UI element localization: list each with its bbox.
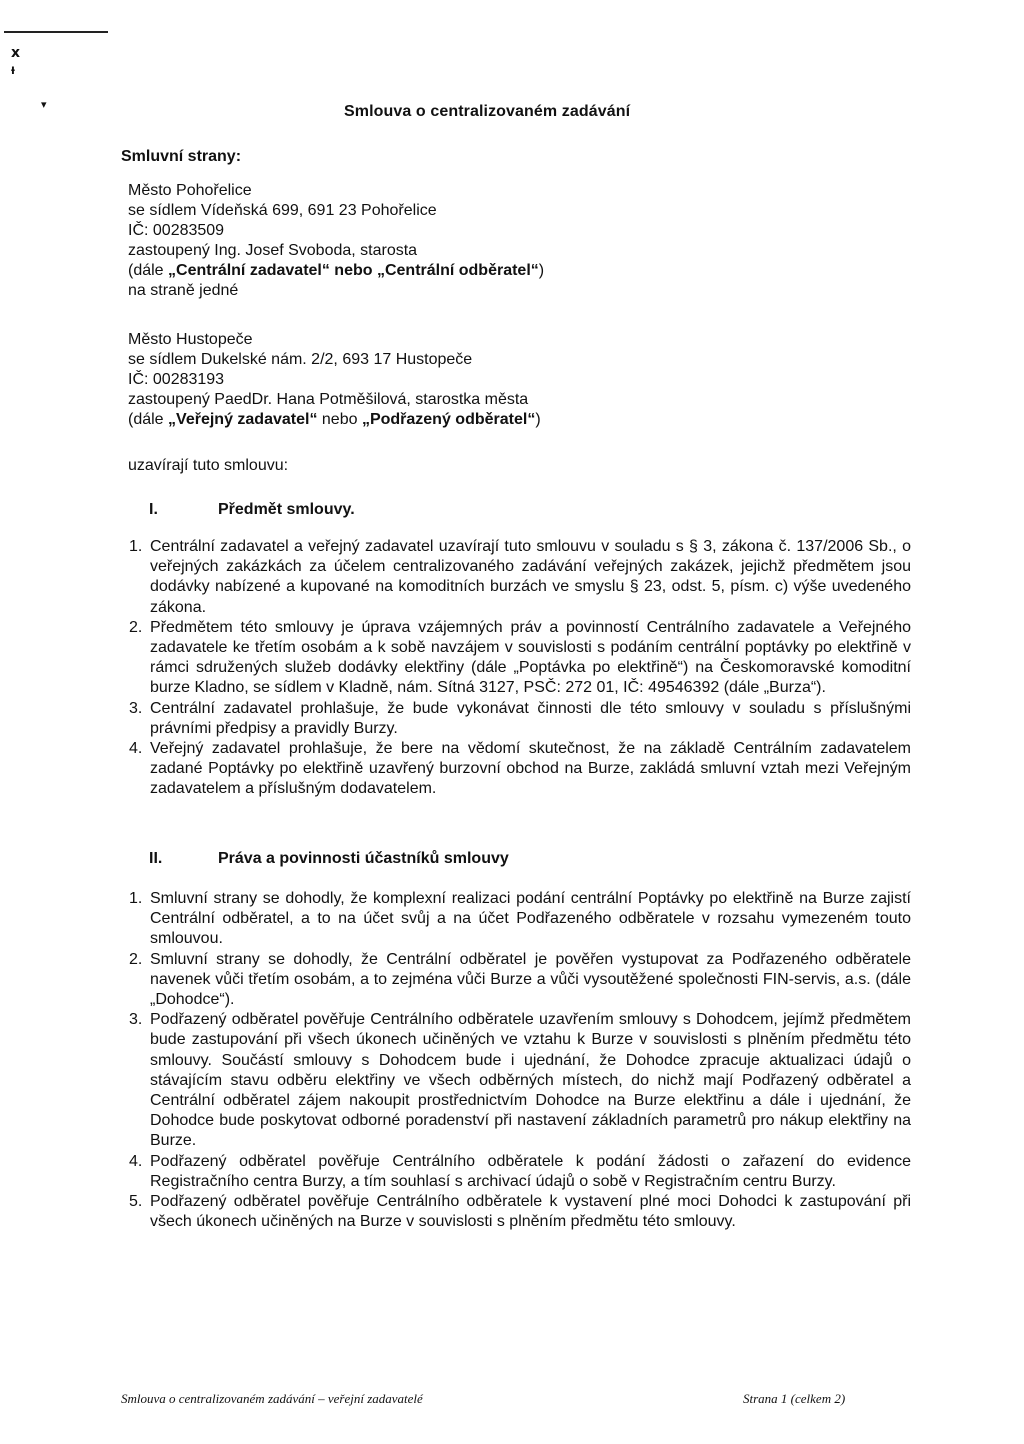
list-item bbox=[129, 889, 911, 950]
scan-artifact-mark: ⅹ bbox=[11, 44, 21, 60]
list-item bbox=[129, 739, 911, 800]
list-item-number: 4. bbox=[129, 1152, 143, 1170]
list-item bbox=[129, 1152, 911, 1192]
section-title: Práva a povinnosti účastníků smlouvy bbox=[218, 850, 509, 867]
list-item-text: Smluvní strany se dohodly, že komplexní realizaci podání centrální Poptávky po elektřině na Burze zajistí Centrální odběratel, a to na účet svůj a na účet Podřazeného odběratele v rozsahu vymezeném touto smlouvou. bbox=[150, 890, 911, 948]
scan-artifact-mark: ᵼ bbox=[11, 61, 15, 77]
party-address: se sídlem Vídeňská 699, 691 23 Pohořelice bbox=[128, 202, 437, 219]
list-item-text: Předmětem této smlouvy je úprava vzájemných práv a povinností Centrálního zadavatele a Veřejného zadavatele ke třetím osobám a k sobě navzájem v souvislosti s podáním centrální poptávky po elektřině v rámci sdružených služeb dodávky elektřiny (dále „Poptávka po elektřině“) na Českomoravské komoditní burze Kladno, se sídlem v Kladně, nám. Sítná 3127, PSČ: 272 01, IČ: 49546392 (dále „Burza“). bbox=[150, 618, 911, 697]
document-title: Smlouva o centralizovaném zadávání bbox=[344, 103, 631, 120]
list-item-text: Centrální zadavatel a veřejný zadavatel uzavírají tuto smlouvu v souladu s § 3, zákona č. 137/2006 Sb., o veřejných zakázkách za účelem centralizovaného zadávání veřejných zakázek, jejichž předmětem jsou dodávky nabízené a kupované na komoditních burzách ve smyslu § 23, odst. 5, písm. c) výše uvedeného zákona. bbox=[150, 538, 911, 616]
party-alias: (dále „Veřejný zadavatel“ nebo „Podřazený odběratel“) bbox=[128, 411, 541, 428]
list-item-text: Smluvní strany se dohodly, že Centrální odběratel je pověřen vystupovat za Podřazeného odběratele navenek vůči třetím osobám, a to zejména vůči Burze a vůči vysoutěžené společnosti FIN-servis, a.s. (dále „Dohodce“). bbox=[150, 950, 911, 1009]
section-number: I. bbox=[149, 501, 158, 518]
list-item-text: Podřazený odběratel pověřuje Centrálního odběratele k podání žádosti o zařazení do evidence Registračního centra Burzy, a tím souhlasí s archivací údajů o sobě v Registračním centru Burzy. bbox=[150, 1152, 911, 1190]
list-item bbox=[129, 537, 911, 618]
party-alias: (dále „Centrální zadavatel“ nebo „Centrální odběratel“) bbox=[128, 262, 545, 279]
list-item bbox=[129, 1192, 911, 1232]
list-item-number: 5. bbox=[129, 1193, 143, 1211]
list-item-text: Veřejný zadavatel prohlašuje, že bere na vědomí skutečnost, že na základě Centrálním zadavatelem zadané Poptávky po elektřině uzavřený burzovní obchod na Burze, zakládá smluvní vztah mezi Veřejným zadavatelem a příslušným dodavatelem. bbox=[150, 740, 911, 798]
list-item-number: 1. bbox=[129, 538, 143, 555]
footer-page-number: Strana 1 (celkem 2) bbox=[743, 1391, 846, 1406]
section-heading-1 bbox=[149, 501, 355, 519]
party-side: na straně jedné bbox=[128, 282, 239, 299]
party-ic: IČ: 00283509 bbox=[128, 222, 225, 239]
list-item-text: Podřazený odběratel pověřuje Centrálního odběratele uzavřením smlouvy s Dohodcem, jejímž předmětem bude zastupování při všech úkonech učiněných ve vztahu k Burze v souvislosti s plněním předmětu této smlouvy. Součástí smlouvy s Dohodcem bude i ujednání, že Dohodce zpracuje aktualizaci údajů o stávajícím stavu odběru elektřiny ve všech odběrných místech, do nichž mají Podřazený odběratel a Centrální odběratel zájem nakoupit prostřednictvím Dohodce na Burze elektřinu a dále i ujednání, že Dohodce bude poskytovat odborné poradenství při nastavení základních parametrů pro nákup elektřiny na Burze. bbox=[150, 1011, 911, 1150]
list-item-number: 4. bbox=[129, 740, 143, 758]
list-item bbox=[129, 618, 911, 699]
party-name: Město Hustopeče bbox=[128, 331, 253, 348]
scan-artifact-line bbox=[4, 31, 108, 33]
party-address: se sídlem Dukelské nám. 2/2, 693 17 Hustopeče bbox=[128, 351, 473, 368]
section-1-list bbox=[129, 537, 911, 800]
list-item bbox=[129, 950, 911, 1011]
list-item-number: 1. bbox=[129, 890, 143, 907]
list-item-number: 2. bbox=[129, 618, 143, 636]
section-number: II. bbox=[149, 850, 163, 867]
scan-artifact-mark: ▾ bbox=[41, 99, 47, 111]
section-heading-2 bbox=[149, 850, 509, 868]
footer-document-name: Smlouva o centralizovaném zadávání – veřejní zadavatelé bbox=[121, 1391, 423, 1406]
list-item-number: 3. bbox=[129, 699, 143, 717]
party-representative: zastoupený PaedDr. Hana Potměšilová, starostka města bbox=[128, 391, 529, 408]
party-name: Město Pohořelice bbox=[128, 182, 252, 199]
list-item-text: Podřazený odběratel pověřuje Centrálního odběratele k vystavení plné moci Dohodci k zastupování při všech úkonech učiněných na Burze v souvislosti s plněním předmětu této smlouvy. bbox=[150, 1193, 911, 1231]
party-block-central bbox=[128, 181, 544, 301]
party-block-public bbox=[128, 330, 541, 430]
list-item-number: 2. bbox=[129, 950, 143, 968]
intro-line: uzavírají tuto smlouvu: bbox=[128, 457, 289, 474]
list-item bbox=[129, 1010, 911, 1151]
list-item bbox=[129, 699, 911, 739]
party-representative: zastoupený Ing. Josef Svoboda, starosta bbox=[128, 242, 418, 259]
party-ic: IČ: 00283193 bbox=[128, 371, 225, 388]
list-item-number: 3. bbox=[129, 1011, 143, 1029]
section-2-list bbox=[129, 889, 911, 1232]
parties-heading: Smluvní strany: bbox=[121, 148, 242, 165]
section-title: Předmět smlouvy. bbox=[218, 501, 355, 518]
list-item-text: Centrální zadavatel prohlašuje, že bude vykonávat činnosti dle této smlouvy v souladu s příslušnými právními předpisy a pravidly Burzy. bbox=[150, 699, 911, 737]
